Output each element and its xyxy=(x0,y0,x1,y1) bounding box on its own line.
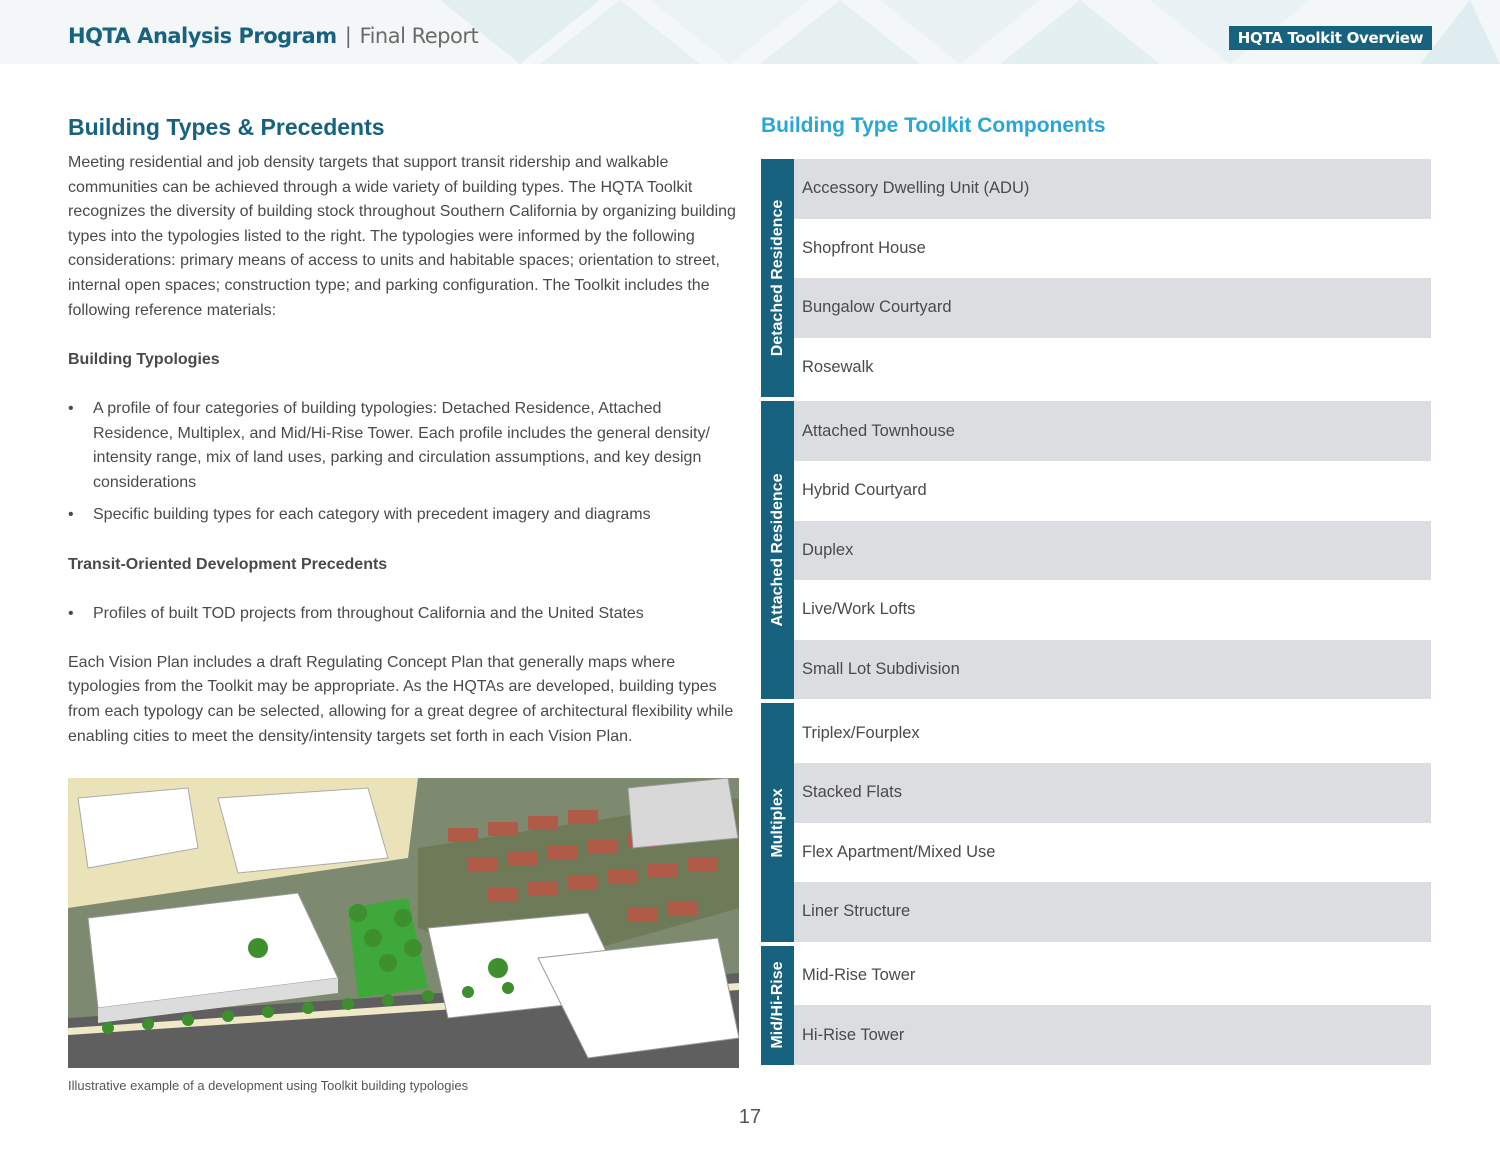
typologies-list xyxy=(68,397,743,528)
report-name: Final Report xyxy=(359,24,479,48)
group-mid-hi-rise xyxy=(761,946,1431,1065)
category-text: Attached Residence xyxy=(768,473,786,627)
program-name: HQTA Analysis Program xyxy=(68,24,337,48)
category-label xyxy=(761,703,794,941)
subheading-building-typologies: Building Typologies xyxy=(68,350,220,368)
title-separator: | xyxy=(344,24,352,48)
page-header xyxy=(0,0,1500,64)
category-label xyxy=(761,946,794,1065)
category-text: Mid/Hi-Rise xyxy=(768,961,786,1049)
category-text: Detached Residence xyxy=(768,199,786,357)
category-label xyxy=(761,401,794,699)
table-row: Hybrid Courtyard xyxy=(802,481,927,500)
precedents-list xyxy=(68,602,743,627)
bullet-icon: • xyxy=(68,399,74,417)
left-heading: Building Types & Precedents xyxy=(68,114,385,140)
group-multiplex xyxy=(761,703,1431,941)
intro-paragraph: Meeting residential and job density targets that support transit ridership and walkable communities can be achieved through a wide variety of building types. The HQTA Toolkit recognizes the diversity of building stock throughout Southern California by organizing building types into the typologies listed to the right. The typologies were informed by the following considerations: primary means of access to units and habitable spaces; orientation to street, internal open spaces; construction type; and parking configuration. The Toolkit includes the following reference materials: xyxy=(68,154,736,319)
table-row: Liner Structure xyxy=(794,882,1431,942)
table-row: Rosewalk xyxy=(802,358,874,377)
bullet-icon: • xyxy=(68,604,74,622)
development-illustration xyxy=(68,778,739,1068)
table-row: Live/Work Lofts xyxy=(802,600,916,619)
table-row: Stacked Flats xyxy=(794,763,1431,823)
right-heading: Building Type Toolkit Components xyxy=(761,114,1106,137)
list-item xyxy=(68,503,743,528)
list-item xyxy=(68,602,743,627)
table-row: Attached Townhouse xyxy=(794,401,1431,461)
table-row: Duplex xyxy=(794,521,1431,581)
bullet-icon: • xyxy=(68,506,74,524)
table-row: Accessory Dwelling Unit (ADU) xyxy=(794,159,1431,219)
toolkit-table xyxy=(761,159,1431,1069)
list-item-text: Specific building types for each category with precedent imagery and diagrams xyxy=(93,506,651,524)
group-attached-residence xyxy=(761,401,1431,699)
table-row: Flex Apartment/Mixed Use xyxy=(802,842,996,861)
list-item xyxy=(68,397,743,495)
table-row: Triplex/Fourplex xyxy=(802,723,920,742)
table-row: Bungalow Courtyard xyxy=(794,278,1431,338)
category-text: Multiplex xyxy=(768,787,786,858)
table-row: Shopfront House xyxy=(802,238,926,257)
image-caption: Illustrative example of a development using Toolkit building typologies xyxy=(68,1078,469,1093)
subheading-tod-precedents: Transit-Oriented Development Precedents xyxy=(68,555,388,573)
table-row: Small Lot Subdivision xyxy=(794,640,1431,700)
group-detached-residence xyxy=(761,159,1431,397)
section-tag: HQTA Toolkit Overview xyxy=(1229,26,1432,50)
closing-paragraph: Each Vision Plan includes a draft Regulating Concept Plan that generally maps where typologies from the Toolkit may be appropriate. As the HQTAs are developed, building types from each typology can be selected, allowing for a great degree of architectural flexibility while enabling cities to meet the density/intensity targets set forth in each Vision Plan. xyxy=(68,653,734,745)
table-row: Hi-Rise Tower xyxy=(794,1005,1431,1065)
program-title xyxy=(68,22,478,50)
page-number: 17 xyxy=(738,1106,762,1128)
left-column xyxy=(68,151,743,749)
table-row: Mid-Rise Tower xyxy=(802,966,916,985)
category-label xyxy=(761,159,794,397)
list-item-text: A profile of four categories of building typologies: Detached Residence, Attached Residence, Multiplex, and Mid/Hi-Rise Tower. Each profile includes the general density/ intensity range, mix of land uses, parking and circulation assumptions, and key design considerations xyxy=(93,399,710,491)
list-item-text: Profiles of built TOD projects from throughout California and the United States xyxy=(93,604,644,622)
